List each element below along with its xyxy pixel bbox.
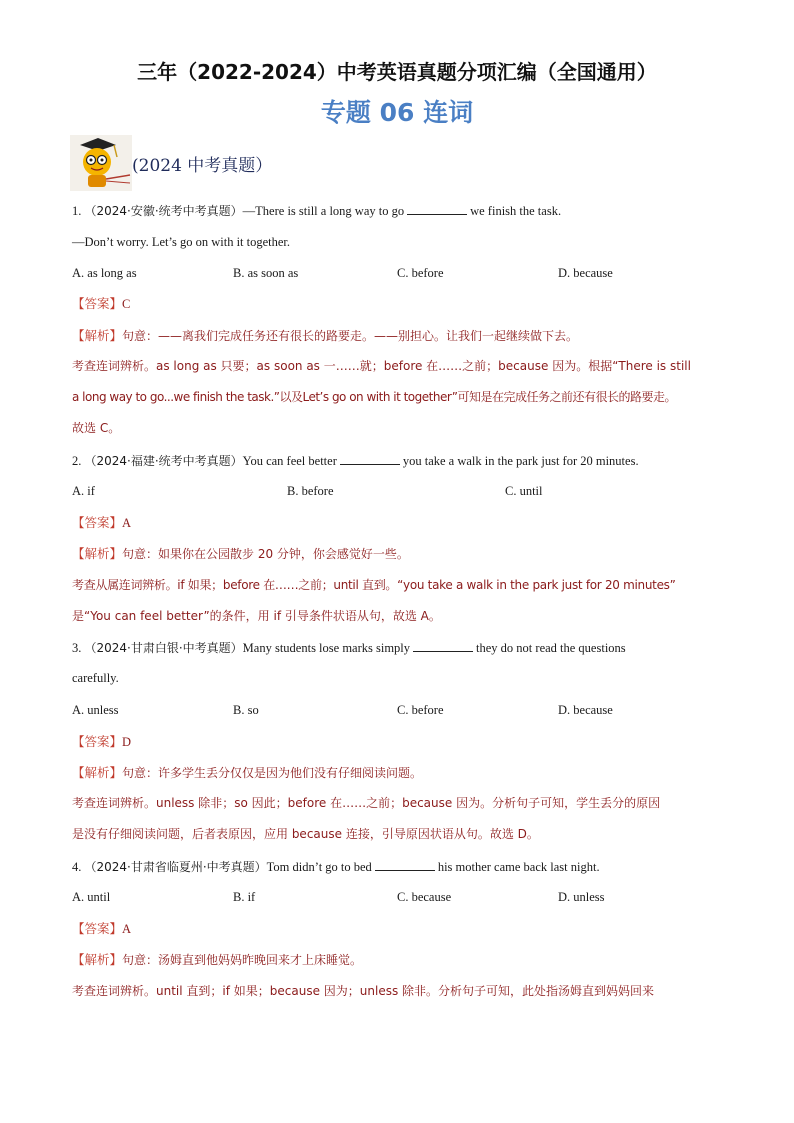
analysis-line	[72, 546, 409, 562]
question-source: （2024·福建·统考中考真题）	[84, 454, 243, 468]
analysis-text: a long way to go...we finish the task.”以及Let’s go on with it together”可知是在完成任务之前还有很长的路要走。	[72, 390, 676, 404]
question-source: （2024·甘肃省临夏州·中考真题）	[84, 860, 267, 874]
question-text-a: You can feel better	[242, 454, 337, 468]
answer-blank	[340, 453, 400, 465]
option-d: D. because	[558, 703, 613, 717]
analysis-text: 考查连词辨析。unless 除非；so 因此；before 在……之前；because 因为。分析句子可知，学生丢分的原因	[72, 796, 661, 810]
option-c: C. before	[397, 703, 444, 717]
option-c: C. until	[505, 484, 543, 498]
answer-blank	[407, 203, 467, 215]
analysis-label: 【解析】	[72, 328, 123, 343]
question-3-stem	[72, 640, 626, 656]
analysis-text: 考查连词辨析。until 直到；if 如果；because 因为；unless 除非。分析句子可知，此处指汤姆直到妈妈回来	[72, 984, 655, 998]
answer-value: D	[122, 735, 132, 749]
answer-label: 【答案】	[72, 515, 123, 530]
question-number: 1.	[72, 204, 82, 218]
question-source: （2024·甘肃白银·中考真题）	[84, 641, 243, 655]
question-text-b: his mother came back last night.	[437, 860, 600, 874]
analysis-label: 【解析】	[72, 546, 123, 561]
answer-blank	[375, 859, 435, 871]
analysis-text: 是“You can feel better”的条件，用 if 引导条件状语从句，故选 A。	[72, 609, 441, 623]
analysis-text: 故选 C。	[72, 421, 121, 435]
analysis-line	[72, 952, 362, 968]
option-a: A. if	[72, 484, 95, 498]
analysis-label: 【解析】	[72, 952, 123, 967]
question-number: 2.	[72, 454, 82, 468]
analysis-text: 考查从属连词辨析。if 如果；before 在……之前；until 直到。“you take a walk in the park just for 20 minutes”	[72, 578, 676, 592]
question-text-b: you take a walk in the park just for 20 minutes.	[402, 454, 639, 468]
analysis-label: 【解析】	[72, 765, 123, 780]
question-text-a: —There is still a long way to go	[242, 204, 405, 218]
analysis-text: 句意：汤姆直到他妈妈昨晚回来才上床睡觉。	[122, 953, 363, 967]
document-subtitle: 专题 06 连词	[320, 98, 474, 127]
answer-label: 【答案】	[72, 921, 123, 936]
question-1-stem	[72, 203, 561, 219]
answer-blank	[413, 640, 473, 652]
option-c: C. because	[397, 890, 452, 904]
answer-line	[72, 921, 131, 937]
option-b: B. before	[287, 484, 334, 498]
option-b: B. so	[233, 703, 259, 717]
analysis-text: 考查连词辨析。as long as 只要；as soon as 一……就；before 在……之前；because 因为。根据“There is still	[72, 359, 691, 373]
analysis-text: 句意：许多学生丢分仅仅是因为他们没有仔细阅读问题。	[122, 766, 423, 780]
question-source: （2024·安徽·统考中考真题）	[84, 204, 243, 218]
option-d: D. unless	[558, 890, 605, 904]
option-b: B. as soon as	[233, 266, 299, 280]
option-d: D. because	[558, 266, 613, 280]
question-3-line2: carefully.	[72, 671, 119, 685]
answer-line	[72, 515, 131, 531]
question-text-b: they do not read the questions	[476, 641, 626, 655]
analysis-line	[72, 765, 422, 781]
question-text-b: we finish the task.	[470, 204, 562, 218]
question-number: 4.	[72, 860, 82, 874]
answer-label: 【答案】	[72, 734, 123, 749]
answer-line	[72, 734, 131, 750]
option-a: A. as long as	[72, 266, 137, 280]
answer-value: C	[122, 297, 131, 311]
answer-label: 【答案】	[72, 296, 123, 311]
document-title: 三年（2022-2024）中考英语真题分项汇编（全国通用）	[137, 60, 657, 84]
option-c: C. before	[397, 266, 444, 280]
question-number: 3.	[72, 641, 82, 655]
answer-line	[72, 296, 130, 312]
analysis-line	[72, 328, 578, 344]
option-b: B. if	[233, 890, 256, 904]
answer-value: A	[122, 922, 132, 936]
question-text-a: Tom didn’t go to bed	[266, 860, 372, 874]
question-text-a: Many students lose marks simply	[242, 641, 411, 655]
section-title: (2024 中考真题）	[132, 156, 273, 176]
option-a: A. unless	[72, 703, 119, 717]
analysis-text: 句意：如果你在公园散步 20 分钟，你会感觉好一些。	[122, 547, 409, 561]
analysis-text: 是没有仔细阅读问题，后者表原因，应用 because 连接，引导原因状语从句。故选 D。	[72, 827, 539, 841]
mascot-icon	[70, 135, 132, 191]
question-2-stem	[72, 453, 639, 469]
question-4-stem	[72, 859, 600, 875]
question-1-line2: —Don’t worry. Let’s go on with it together.	[72, 235, 291, 249]
answer-value: A	[122, 516, 132, 530]
analysis-text: 句意：——离我们完成任务还有很长的路要走。——别担心。让我们一起继续做下去。	[122, 329, 579, 343]
option-a: A. until	[72, 890, 111, 904]
